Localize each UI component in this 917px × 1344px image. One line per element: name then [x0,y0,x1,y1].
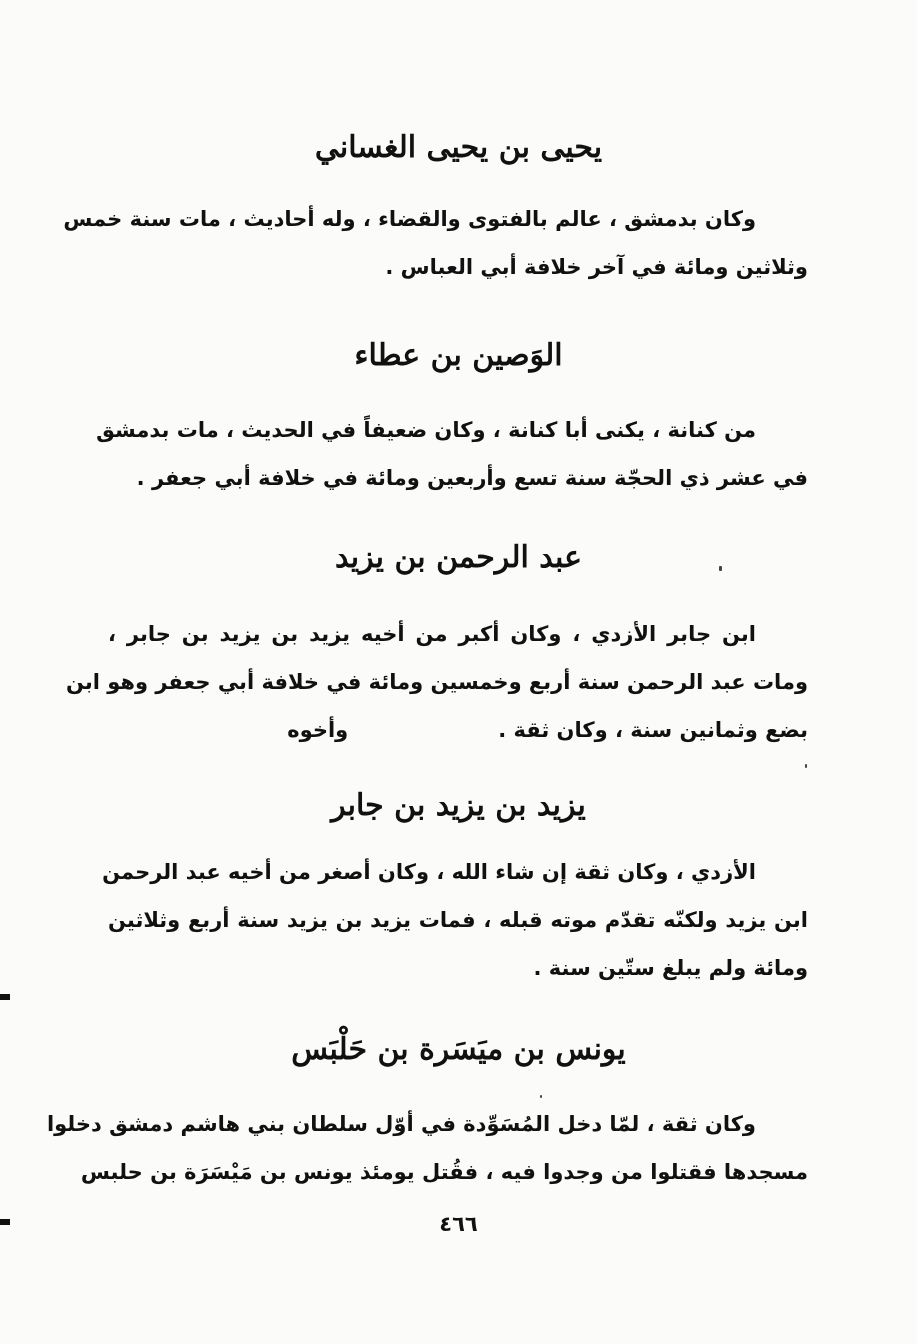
scan-edge-mark [0,1219,10,1225]
entry-text-wadin [96,406,808,502]
entry-title-yahya: يحيى بن يحيى الغساني [314,130,603,165]
text-line: وكان بدمشق ، عالم بالفتوى والقضاء ، وله أحاديث ، مات سنة خمس [63,207,756,231]
text-line: ومات عبد الرحمن سنة أربع وخمسين ومائة في خلافة أبي جعفر وهو ابن [65,670,808,694]
text-line: من كنانة ، يكنى أبا كنانة ، وكان ضعيفاً في الحديث ، مات بدمشق [96,418,756,442]
scan-speck [719,566,722,571]
text-line: ابن يزيد ولكنّه تقدّم موته قبله ، فمات يزيد بن يزيد سنة أربع وثلاثين [108,908,808,932]
text-line: الأزدي ، وكان ثقة إن شاء الله ، وكان أصغر من أخيه عبد الرحمن [102,860,756,884]
entry-text-yahya [63,195,808,291]
entry-text-abdulrahman [65,610,808,754]
entry-title-yazid: يزيد بن يزيد بن جابر [331,788,586,823]
text-line: في عشر ذي الحجّة سنة تسع وأربعين ومائة في خلافة أبي جعفر . [136,466,808,490]
scan-edge-mark [0,994,10,1000]
text-line [108,706,808,754]
scan-speck [805,764,807,768]
text-line: وثلاثين ومائة في آخر خلافة أبي العباس . [385,255,808,279]
text-fragment: وأخوه [287,718,349,742]
scan-speck [540,1095,542,1098]
entry-text-yunus [46,1100,808,1196]
entry-title-wadin: الوَصين بن عطاء [354,338,563,373]
text-fragment: بضع وثمانين سنة ، وكان ثقة . [498,718,808,742]
entry-text-yazid [102,848,808,992]
entry-title-yunus: يونس بن ميَسَرة بن حَلْبَس [291,1032,626,1067]
text-line: ابن جابر الأزدي ، وكان أكبر من أخيه يزيد بن يزيد بن جابر ، [108,622,756,646]
text-line: ومائة ولم يبلغ ستّين سنة . [533,956,808,980]
page-number: ٤٦٦ [439,1212,478,1236]
entry-title-abdulrahman: عبد الرحمن بن يزيد [335,540,582,575]
text-line: مسجدها فقتلوا من وجدوا فيه ، فقُتل يومئذ يونس بن مَيْسَرَة بن حلبس [80,1160,808,1184]
text-line: وكان ثقة ، لمّا دخل المُسَوِّدة في أوّل سلطان بني هاشم دمشق دخلوا [46,1112,756,1136]
